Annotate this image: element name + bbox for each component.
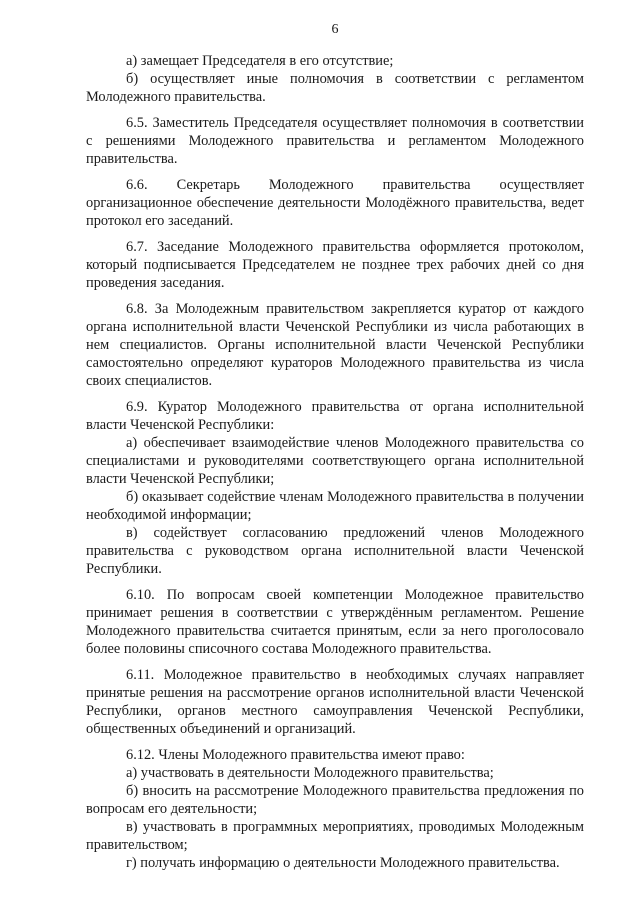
paragraph: а) участвовать в деятельности Молодежного правительства; (126, 765, 494, 781)
paragraph-group (86, 176, 584, 230)
paragraph: а) обеспечивает взаимодействие членов Молодежного правительства со специалистами и руководителями соответствующего органа исполнительной власти Чеченской Республики; (86, 435, 584, 487)
paragraph: в) содействует согласованию предложений членов Молодежного правительства с руководством органа исполнительной власти Чеченской Республики. (86, 525, 584, 577)
paragraph-group (86, 586, 584, 658)
paragraph: 6.11. Молодежное правительство в необходимых случаях направляет принятые решения на рассмотрение органов исполнительной власти Чеченской Республики, органов местного самоуправления Чеченской Республики, общественных объединений и организаций. (86, 667, 584, 737)
paragraph: 6.10. По вопросам своей компетенции Молодежное правительство принимает решения в соответствии с утверждённым регламентом. Решение Молодежного правительства считается принятым, если за него проголосовало более половины списочного состава Молодежного правительства. (86, 587, 584, 657)
paragraph: 6.7. Заседание Молодежного правительства оформляется протоколом, который подписывается Председателем не позднее трех рабочих дней со дня проведения заседания. (86, 239, 584, 291)
paragraph: 6.6. Секретарь Молодежного правительства осуществляет организационное обеспечение деятельности Молодёжного правительства, ведет протокол его заседаний. (86, 177, 584, 229)
paragraph-group (86, 746, 584, 872)
paragraph-group (86, 666, 584, 738)
paragraph-group (86, 300, 584, 390)
paragraph: б) оказывает содействие членам Молодежного правительства в получении необходимой информации; (86, 489, 584, 523)
paragraph-group (86, 114, 584, 168)
paragraph: 6.12. Члены Молодежного правительства имеют право: (126, 747, 465, 763)
page-number: 6 (331, 22, 339, 37)
document-body (86, 52, 584, 872)
paragraph-group (86, 238, 584, 292)
paragraph-group (86, 52, 584, 106)
paragraph: 6.9. Куратор Молодежного правительства от органа исполнительной власти Чеченской Республики: (86, 399, 584, 433)
paragraph: в) участвовать в программных мероприятиях, проводимых Молодежным правительством; (86, 819, 584, 853)
paragraph-group (86, 398, 584, 578)
paragraph: б) вносить на рассмотрение Молодежного правительства предложения по вопросам его деятельности; (86, 783, 584, 817)
paragraph: 6.8. За Молодежным правительством закрепляется куратор от каждого органа исполнительной власти Чеченской Республики из числа работающих в нем специалистов. Органы исполнительной власти Чеченской Республики самостоятельно определяют кураторов Молодежного правительства из числа своих специалистов. (86, 301, 584, 389)
paragraph: г) получать информацию о деятельности Молодежного правительства. (126, 855, 560, 871)
paragraph: б) осуществляет иные полномочия в соответствии с регламентом Молодежного правительства. (86, 71, 584, 105)
paragraph: а) замещает Председателя в его отсутствие; (126, 53, 394, 69)
paragraph: 6.5. Заместитель Председателя осуществляет полномочия в соответствии с решениями Молодежного правительства и регламентом Молодежного правительства. (86, 115, 584, 167)
